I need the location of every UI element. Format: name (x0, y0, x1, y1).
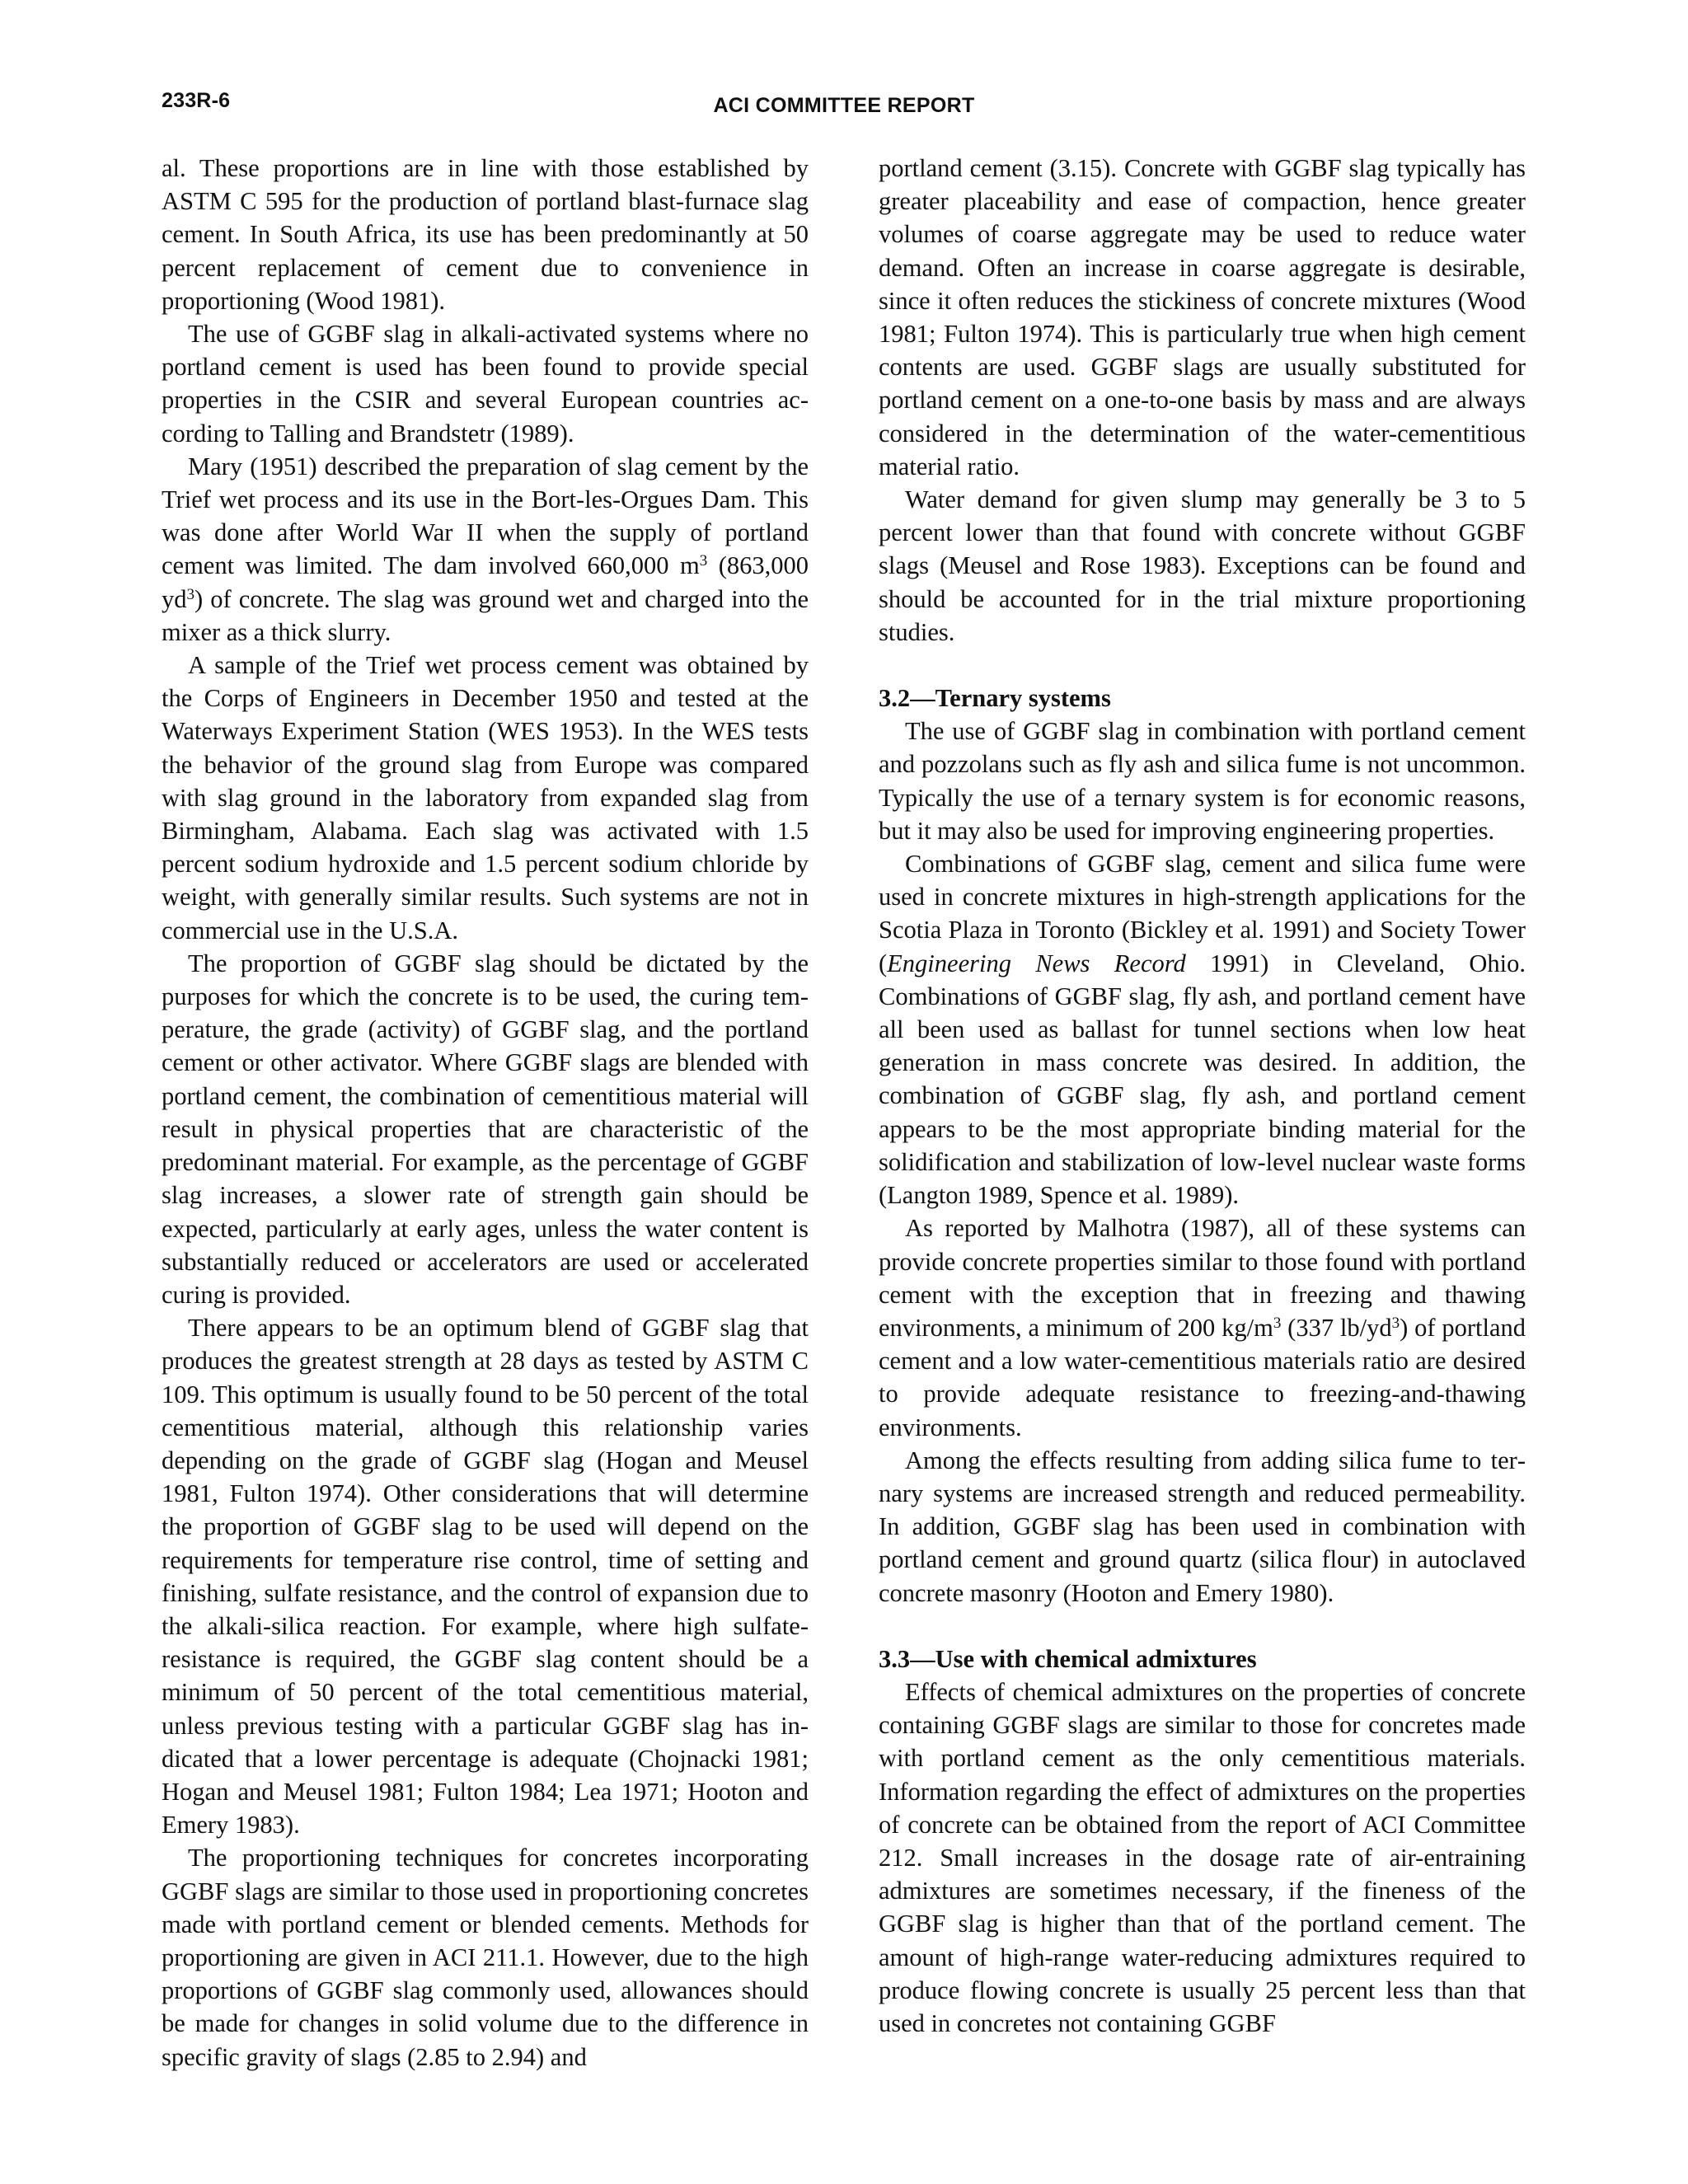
text-run: (863,000 yd (162, 551, 809, 613)
paragraph (879, 1212, 1526, 1443)
superscript: 3 (1273, 1314, 1282, 1332)
paragraph: portland cement (3.15). Concrete with GGBF slag typically has greater placeability and ease of compaction, hence greater volumes of coarse aggregate may be used to reduce water demand. Often an increase in coarse aggregate is desirable, since it often reduces the stickiness of concrete mixtures (Wood 1981; Fulton 1974). This is particularly true when high cement contents are used. GGBF slags are usually substituted for portland cement on a one-to-one basis by mass and are always considered in the determination of the water-cementitious material ratio. (879, 154, 1526, 480)
section-heading-3-3: 3.3—Use with chemical admixtures (879, 1644, 1257, 1673)
superscript: 3 (186, 585, 195, 603)
text-run: ) of portland cement and a low water-cementitious materials ratio are desired to provide adequate resistance to freezing-and-thawing environments. (879, 1313, 1526, 1441)
paragraph: Effects of chemical admixtures on the properties of concrete containing GGBF slags are similar to those for concretes made with portland cement as the only cementitious materials. Information regarding the effect of admixtures on the properties of concrete can be obtained from the report of ACI Committee 212. Small increases in the dosage rate of air-entraining admixtures are sometimes necessary, if the fineness of the GGBF slag is higher than that of the portland cement. The amount of high-range water-reducing admixtures required to produce flowing concrete is usually 25 percent less than that used in concretes not containing GGBF (879, 1677, 1526, 2037)
italic-citation: Engineering News Record (887, 949, 1186, 977)
paragraph (162, 450, 809, 649)
paragraph: Among the effects resulting from adding silica fume to ternary systems are increased strength and reduced permeability. In addition, GGBF slag has been used in combination with portland cement and ground quartz (silica flour) in autoclaved concrete masonry (Hooton and Emery 1980). (879, 1446, 1526, 1607)
section-heading-3-2: 3.2—Ternary systems (879, 684, 1111, 713)
right-column (879, 152, 1526, 2040)
text-run: As reported by Malhotra (1987), all of these systems can provide concrete properties similar to those found with portland cement with the exception that in freezing and thawing environments, a minimum of 200 kg/m (879, 1214, 1526, 1342)
paragraph: al. These proportions are in line with those established by ASTM C 595 for the production of portland blast-furnace slag cement. In South Africa, its use has been predominantly at 50 percent replacement of cement due to convenience in proportioning (Wood 1981). (162, 154, 809, 315)
text-run: Combinations of GGBF slag, cement and silica fume were used in concrete mixtures in high-strength applications for the Scotia Plaza in Toronto (Bickley et al. 1991) and Society Tower ( (879, 850, 1526, 977)
superscript: 3 (699, 552, 708, 570)
paragraph: There appears to be an optimum blend of GGBF slag that produces the greatest strength at 28 days as tested by ASTM C 109. This optimum is usually found to be 50 percent of the total cementitious material, although this relationship varies depending on the grade of GGBF slag (Hogan and Meusel 1981, Fulton 1974). Other considerations that will determine the proportion of GGBF slag to be used will depend on the requirements for temperature rise control, time of setting and finishing, sulfate resistance, and the control of expansion due to the alkali-silica reaction. For example, where high sulfate-resistance is required, the GGBF slag content should be a minimum of 50 percent of the total cementitious material, unless previous testing with a particular GGBF slag has indicated that a lower percentage is adequate (Chojnacki 1981; Hogan and Meusel 1981; Fulton 1984; Lea 1971; Hooton and Emery 1983). (162, 1314, 809, 1840)
paragraph: The use of GGBF slag in combination with portland cement and pozzolans such as fly ash and silica fume is not uncommon. Typically the use of a ternary system is for economic reasons, but it may also be used for improving engineering properties. (879, 717, 1526, 845)
text-run: ) of concrete. The slag was ground wet and charged into the mixer as a thick slurry. (162, 584, 809, 646)
page-number: 233R-6 (162, 89, 231, 112)
text-run: 1991) in Cleveland, Ohio. Combinations of GGBF slag, fly ash, and portland cement have all been used as ballast for tunnel sections when low heat generation in mass concrete was desired. In addition, the combination of GGBF slag, fly ash, and portland cement appears to be the most appropriate binding material for the solidification and stabilization of low-level nuclear waste forms (Langton 1989, Spence et al. 1989). (879, 949, 1526, 1210)
paragraph: A sample of the Trief wet process cement was obtained by the Corps of Engineers in December 1950 and tested at the Waterways Experiment Station (WES 1953). In the WES tests the behavior of the ground slag from Europe was compared with slag ground in the laboratory from expanded slag from Birmingham, Alabama. Each slag was activated with 1.5 percent sodium hydroxide and 1.5 percent sodium chloride by weight, with generally similar results. Such systems are not in commercial use in the U.S.A. (162, 651, 809, 944)
text-run: (337 lb/yd (1281, 1313, 1392, 1342)
superscript: 3 (1391, 1314, 1400, 1332)
paragraph: Water demand for given slump may generally be 3 to 5 percent lower than that found with concrete without GGBF slags (Meusel and Rose 1983). Exceptions can be found and should be accounted for in the trial mixture proportioning studies. (879, 485, 1526, 646)
paragraph (879, 847, 1526, 1212)
paragraph: The proportioning techniques for concretes incorporating GGBF slags are similar to those used in proportioning concretes made with portland cement or blended cements. Methods for proportioning are given in ACI 211.1. However, due to the high proportions of GGBF slag commonly used, allowances should be made for changes in solid volume due to the difference in specific gravity of slags (2.85 to 2.94) and (162, 1844, 809, 2071)
paragraph: The use of GGBF slag in alkali-activated systems where no portland cement is used has been found to provide special properties in the CSIR and several European countries according to Talling and Brandstetr (1989). (162, 320, 809, 448)
left-column (162, 152, 809, 2074)
text-run: Mary (1951) described the preparation of slag cement by the Trief wet process and its use in the Bort-les-Orgues Dam. This was done after World War II when the supply of portland cement was limited. The dam involved 660,000 m (162, 452, 809, 580)
running-head: ACI COMMITTEE REPORT (713, 94, 975, 117)
paragraph: The proportion of GGBF slag should be dictated by the purposes for which the concrete is to be used, the curing temperature, the grade (activity) of GGBF slag, and the portland cement or other activator. Where GGBF slags are blended with portland cement, the combination of cementitious material will result in physical properties that are characteristic of the predominant material. For example, as the percentage of GGBF slag increases, a slower rate of strength gain should be expected, particularly at early ages, unless the water content is substantially reduced or accelerators are used or accelerated curing is provided. (162, 949, 809, 1309)
